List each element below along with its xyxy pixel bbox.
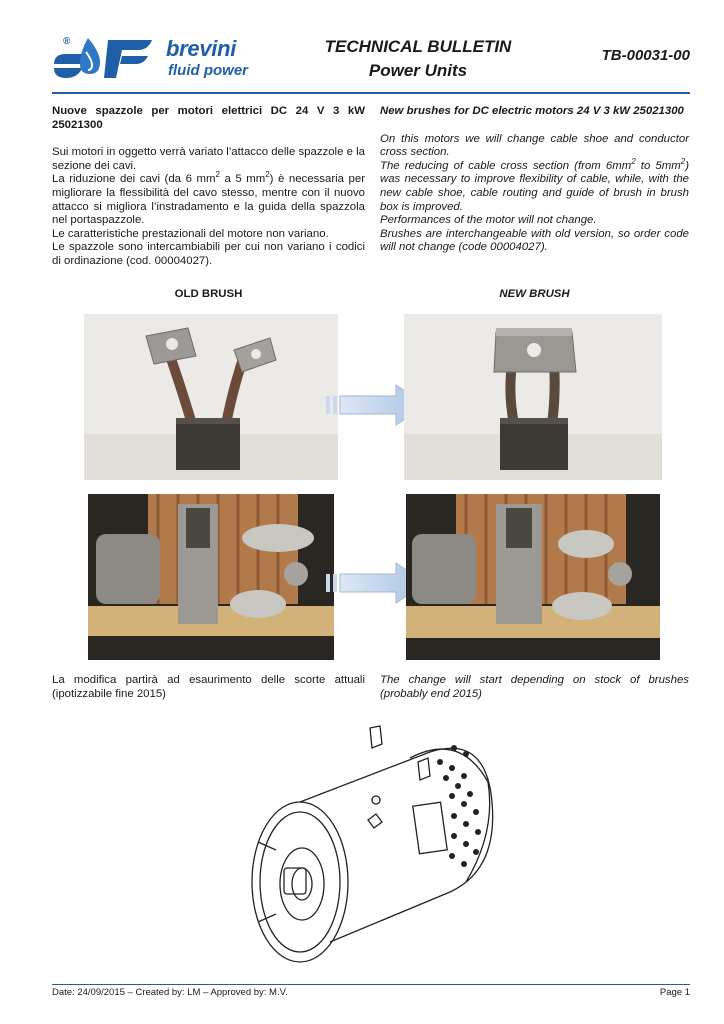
italian-para-2: La riduzione dei cavi (da 6 $mm^2$ a 5 $mm^2$) è necessaria per migliorare la flessibilità del cavo stesso, mentre con il nuovo attacco si migliora l’instradamento e la guida della spazzola nel portaspazzole. <box>52 170 365 227</box>
italian-para-3: Le caratteristiche prestazionali del motore non variano. <box>52 227 329 240</box>
page-number: Page 1 <box>659 987 690 998</box>
new-brush-installed-photo <box>406 494 660 660</box>
italian-para-4: Le spazzole sono intercambiabili per cui non variano i codici di ordinazione (cod. 00004027). <box>52 241 365 267</box>
header-rule <box>52 92 690 94</box>
english-para-3: Performances of the motor will not change. <box>380 214 597 227</box>
italian-change-note: La modifica partirà ad esaurimento delle scorte attuali (ipotizzabile fine 2015) <box>52 674 365 700</box>
old-brush-photo <box>84 314 338 480</box>
footer-meta: Date: 24/09/2015 – Created by: LM – Approved by: M.V. <box>52 987 288 998</box>
english-para-4: Brushes are interchangeable with old version, so order code will not change (code 00004027). <box>380 227 689 254</box>
bulletin-title: TECHNICAL BULLETIN <box>324 37 512 56</box>
bulletin-subtitle: Power Units <box>368 61 468 80</box>
new-brush-photo <box>404 314 662 480</box>
new-brush-caption: NEW BRUSH <box>499 288 570 300</box>
footer-rule <box>52 984 690 985</box>
english-para-2: The reducing of cable cross section (from $6mm^2$ to $5mm^2$) was necessary to improve flexibility of cable, while, with the new cable shoe, cable routing and guide of brush in brush box is improved. <box>380 156 689 213</box>
motor-line-drawing <box>240 722 500 972</box>
english-change-note: The change will start depending on stock of brushes (probably end 2015) <box>380 674 689 700</box>
logo-brand-text: brevini <box>166 36 237 61</box>
english-text <box>380 105 689 255</box>
logo-sub-text: fluid power <box>168 62 248 79</box>
old-brush-caption: OLD BRUSH <box>174 288 243 300</box>
italian-heading: Nuove spazzole per motori elettrici DC 24 V 3 kW 25021300 <box>52 105 365 131</box>
italian-text <box>52 105 365 269</box>
registered-mark: ® <box>63 36 71 47</box>
document-code: TB-00031-00 <box>601 47 690 64</box>
english-heading: New brushes for DC electric motors 24 V 3 kW 25021300 <box>380 105 684 117</box>
old-brush-installed-photo <box>88 494 334 660</box>
english-para-1: On this motors we will change cable shoe and conductor cross section. <box>380 132 689 159</box>
italian-para-1: Sui motori in oggetto verrà variato l’attacco delle spazzole e la sezione dei cavi. <box>52 146 365 172</box>
